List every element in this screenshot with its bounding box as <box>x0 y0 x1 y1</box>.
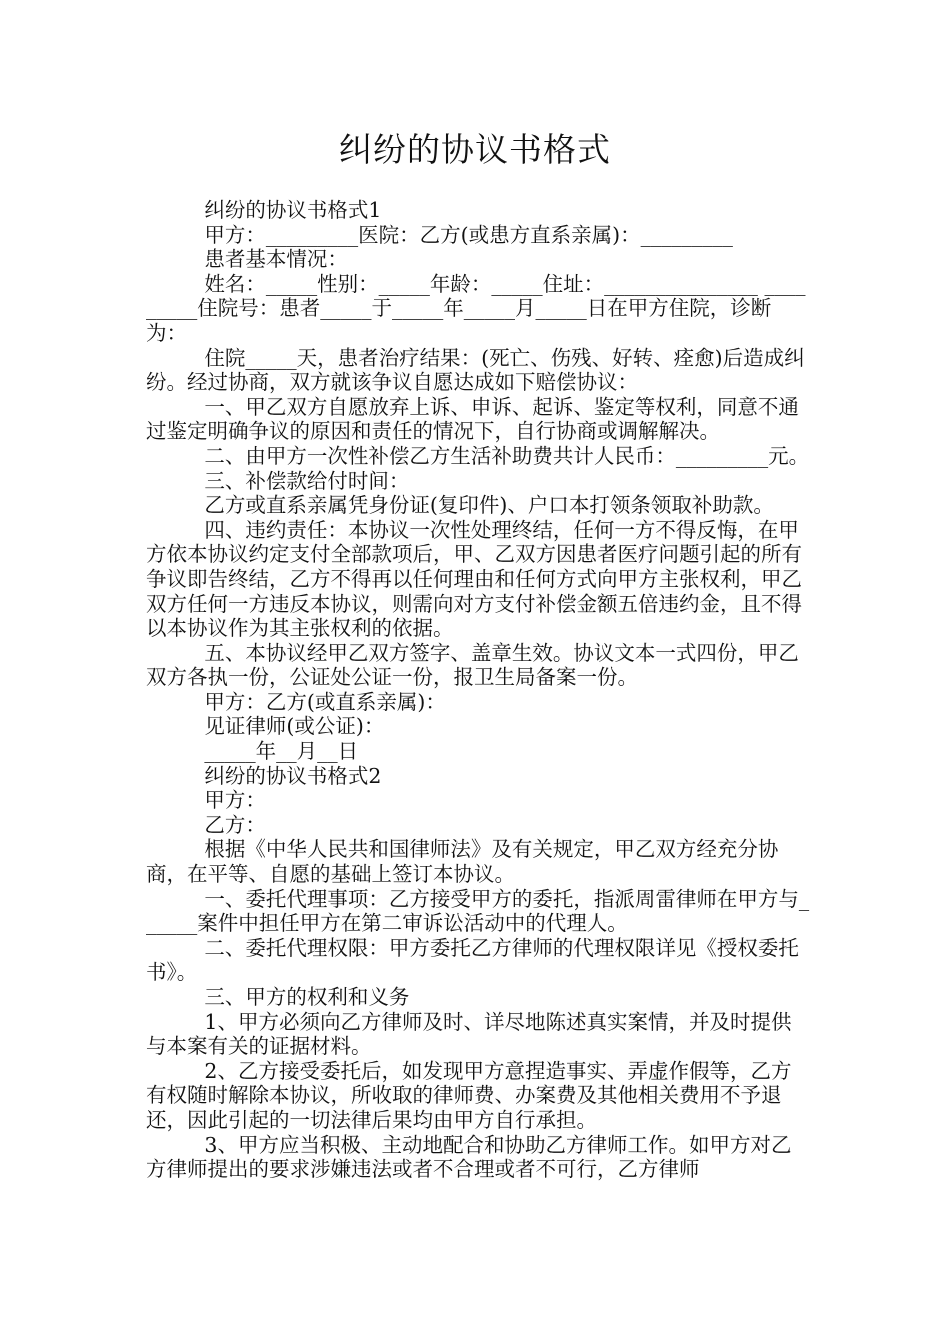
paragraph: 五、本协议经甲乙双方签字、盖章生效。协议文本一式四份，甲乙双方各执一份，公证处公证一份，报卫生局备案一份。 <box>146 640 799 690</box>
paragraph: 四、违约责任：本协议一次性处理终结，任何一方不得反悔，在甲方依本协议约定支付全部款项后，甲、乙双方因患者医疗问题引起的所有争议即告终结，乙方不得再以任何理由和任何方式向甲方主张权利，甲乙双方任何一方违反本协议，则需向对方支付补偿金额五倍违约金，且不得以本协议作为其主张权利的依据。 <box>146 517 802 641</box>
paragraph: 一、委托代理事项：乙方接受甲方的委托，指派周雷律师在甲方与______案件中担任甲方在第二审诉讼活动中的代理人。 <box>146 886 810 936</box>
paragraph: 三、甲方的权利和义务 <box>204 985 410 1009</box>
paragraph: 住院_____天，患者治疗结果：(死亡、伤残、好转、痊愈)后造成纠纷。经过协商，双方就该争议自愿达成如下赔偿协议： <box>146 345 805 395</box>
paragraph: 三、补偿款给付时间： <box>204 468 410 493</box>
paragraph: 3、甲方应当积极、主动地配合和协助乙方律师工作。如甲方对乙方律师提出的要求涉嫌违法或者不合理或者不可行，乙方律师 <box>146 1132 792 1182</box>
paragraph: 乙方或直系亲属凭身份证(复印件)、户口本打领条领取补助款。 <box>204 493 774 518</box>
paragraph: 根据《中华人民共和国律师法》及有关规定，甲乙双方经充分协商，在平等、自愿的基础上签订本协议。 <box>146 837 779 887</box>
paragraph: 一、甲乙双方自愿放弃上诉、申诉、起诉、鉴定等权利，同意不通过鉴定明确争议的原因和责任的情况下，自行协商或调解解决。 <box>146 394 799 444</box>
paragraph: 甲方：_________医院：乙方(或患方直系亲属)：_________ <box>204 222 733 247</box>
document-body <box>146 198 810 1182</box>
paragraph: 纠纷的协议书格式1 <box>204 198 382 222</box>
paragraph: 见证律师(或公证)： <box>204 714 385 739</box>
paragraph: 二、委托代理权限：甲方委托乙方律师的代理权限详见《授权委托书》。 <box>146 935 799 985</box>
paragraph: 1、甲方必须向乙方律师及时、详尽地陈述真实案情，并及时提供与本案有关的证据材料。 <box>146 1009 792 1059</box>
paragraph: 乙方： <box>204 812 266 837</box>
paragraph: 甲方：乙方(或直系亲属)： <box>204 689 446 714</box>
paragraph: _____年__月__日 <box>204 739 359 764</box>
paragraph: 姓名：_____性别：_____年龄：_____住址：_______________ _________住院号：患者_____于_____年_____月_____日在甲方住院，诊断为： <box>146 271 806 345</box>
paragraph: 患者基本情况： <box>204 247 348 272</box>
paragraph: 2、乙方接受委托后，如发现甲方意捏造事实、弄虚作假等，乙方有权随时解除本协议，所收取的律师费、办案费及其他相关费用不予退还，因此引起的一切法律后果均由甲方自行承担。 <box>146 1058 792 1132</box>
paragraph: 纠纷的协议书格式2 <box>204 763 382 788</box>
paragraph: 甲方： <box>204 788 266 813</box>
document-title: 纠纷的协议书格式 <box>339 130 611 169</box>
paragraph: 二、由甲方一次性补偿乙方生活补助费共计人民币：_________元。 <box>204 443 810 468</box>
